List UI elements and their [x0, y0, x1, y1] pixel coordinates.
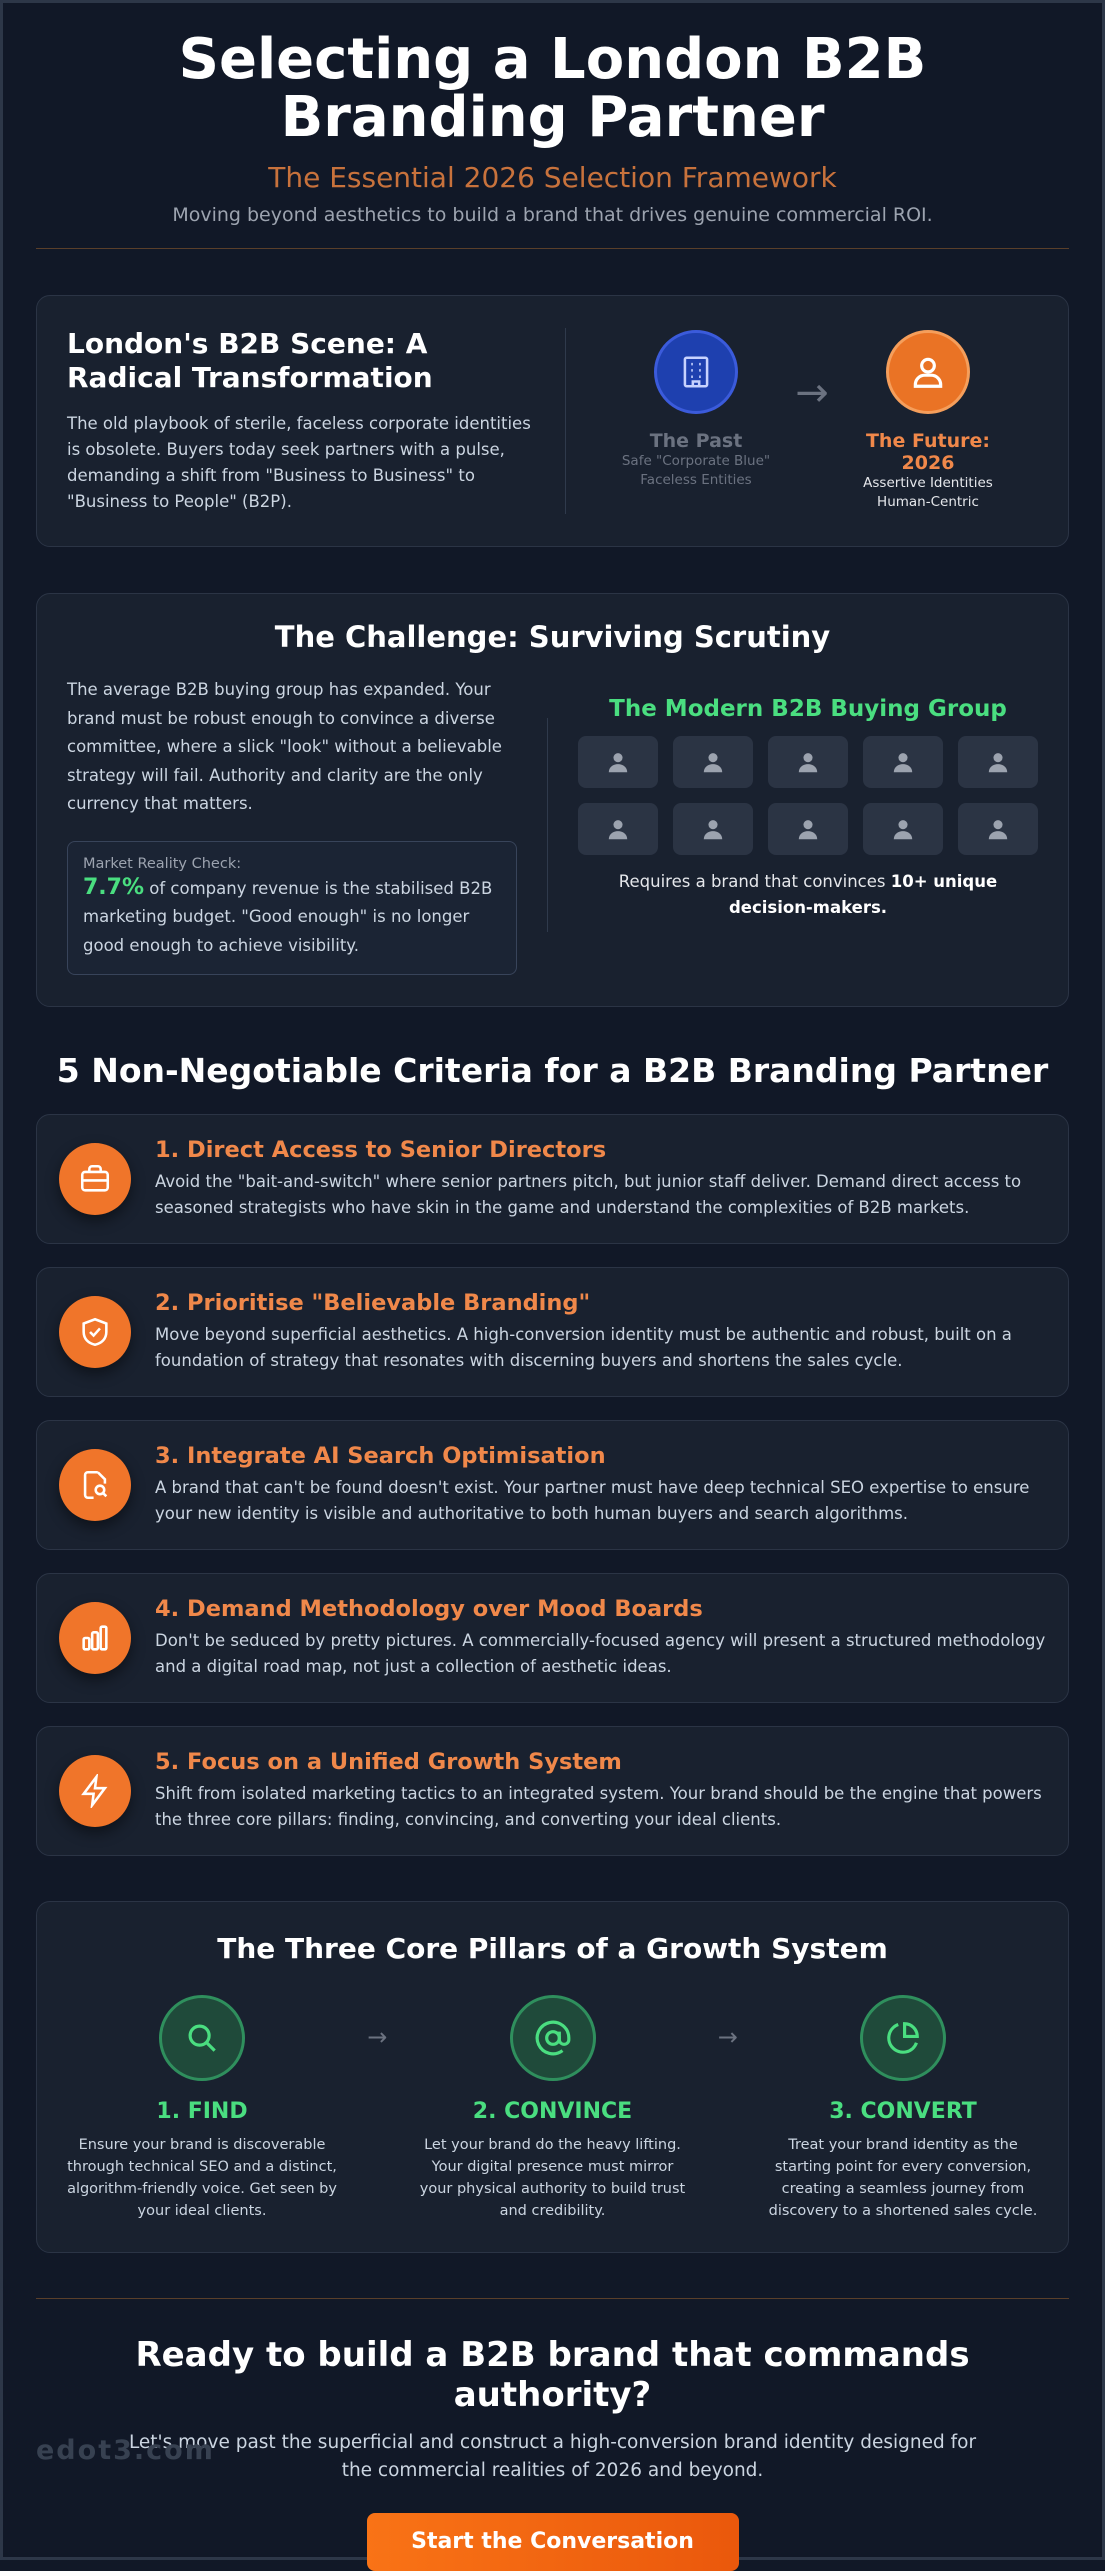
criterion-body: Shift from isolated marketing tactics to an integrated system. Your brand should be the engine that powers the three core pillars: finding, convincing, and converting your ideal clients.	[155, 1784, 1042, 1829]
shield-check-icon	[59, 1296, 131, 1368]
note-bold: 10+ unique decision-makers.	[728, 872, 998, 917]
watermark: edot3.com	[36, 2435, 215, 2466]
page-tagline: Moving beyond aesthetics to build a brand that drives genuine commercial ROI.	[172, 204, 933, 226]
lightning-icon	[59, 1755, 131, 1827]
future-line-1: Assertive Identities	[863, 475, 993, 491]
briefcase-icon	[59, 1143, 131, 1215]
person-icon	[795, 816, 821, 842]
pillar-body: Ensure your brand is discoverable through technical SEO and a distinct, algorithm-friendly voice. Get seen by your ideal clients.	[67, 2137, 337, 2219]
arrow-right-icon: →	[717, 2023, 738, 2051]
criterion-card	[36, 1573, 1069, 1703]
person-icon	[605, 749, 631, 775]
search-icon	[159, 1995, 245, 2081]
at-sign-icon	[510, 1995, 596, 2081]
challenge-body: The average B2B buying group has expanded. Your brand must be robust enough to convince a diverse committee, where a slick "look" without a believable strategy will fail. Authority and clarity are the only currency that matters.	[67, 680, 502, 813]
criterion-card	[36, 1420, 1069, 1550]
challenge-card	[36, 593, 1069, 1007]
note-text: Requires a brand that convinces	[618, 872, 891, 891]
buying-group-note	[578, 869, 1038, 921]
person-tile	[863, 803, 943, 855]
divider	[36, 2298, 1069, 2299]
criterion-card	[36, 1726, 1069, 1856]
person-icon	[700, 749, 726, 775]
vertical-divider	[565, 328, 566, 514]
cta-heading: Ready to build a B2B brand that commands authority?	[135, 2335, 970, 2415]
page-subtitle: The Essential 2026 Selection Framework	[268, 161, 837, 194]
hero	[36, 3, 1069, 226]
criterion-body: Move beyond superficial aesthetics. A high-conversion identity must be authentic and robust, built on a foundation of strategy that resonates with discerning buyers and shortens the sales cycle.	[155, 1325, 1012, 1370]
arrow-right-icon: →	[795, 370, 829, 416]
building-icon	[654, 330, 738, 414]
past-line-2: Faceless Entities	[640, 472, 752, 488]
criterion-title: 4. Demand Methodology over Mood Boards	[155, 1596, 703, 1622]
pillars-card	[36, 1901, 1069, 2253]
pillar-body: Let your brand do the heavy lifting. Your digital presence must mirror your physical authority to build trust and credibility.	[419, 2137, 686, 2219]
person-tile	[578, 736, 658, 788]
divider	[36, 248, 1069, 249]
criteria-heading: 5 Non-Negotiable Criteria for a B2B Branding Partner	[56, 1051, 1049, 1090]
person-tile	[673, 736, 753, 788]
person-tile	[768, 803, 848, 855]
market-reality-box	[67, 841, 517, 976]
transformation-heading: London's B2B Scene: A Radical Transformation	[67, 327, 433, 394]
person-tile	[768, 736, 848, 788]
pillar-convince	[418, 1995, 688, 2222]
person-icon	[700, 816, 726, 842]
person-icon	[605, 816, 631, 842]
pillar-title: 1. FIND	[156, 2099, 248, 2124]
person-icon	[795, 749, 821, 775]
person-icon	[985, 816, 1011, 842]
era-past	[606, 330, 786, 490]
reality-label: Market Reality Check:	[83, 855, 242, 872]
person-tile	[673, 803, 753, 855]
criterion-title: 5. Focus on a Unified Growth System	[155, 1749, 622, 1775]
pillar-title: 3. CONVERT	[829, 2099, 977, 2124]
pillar-body: Treat your brand identity as the starting point for every conversion, creating a seamless journey from discovery to a shortened sales cycle.	[768, 2137, 1038, 2219]
criterion-body: Avoid the "bait-and-switch" where senior partners pitch, but junior staff deliver. Demand direct access to seasoned strategists who have skin in the game and understand the complexities of B2B markets.	[155, 1172, 1022, 1217]
transformation-card	[36, 295, 1069, 547]
reality-text: of company revenue is the stabilised B2B marketing budget. "Good enough" is no longer good enough to achieve visibility.	[83, 878, 493, 955]
criterion-card	[36, 1114, 1069, 1244]
past-title: The Past	[649, 430, 743, 452]
pillar-title: 2. CONVINCE	[472, 2099, 633, 2124]
past-line-1: Safe "Corporate Blue"	[621, 453, 771, 469]
person-tile	[863, 736, 943, 788]
start-conversation-button[interactable]: Start the Conversation	[367, 2513, 739, 2571]
person-icon	[890, 816, 916, 842]
person-tile	[578, 803, 658, 855]
challenge-heading: The Challenge: Surviving Scrutiny	[274, 620, 831, 654]
person-icon	[890, 749, 916, 775]
file-search-icon	[59, 1449, 131, 1521]
person-tile	[958, 803, 1038, 855]
page-title: Selecting a London B2B Branding Partner	[178, 27, 927, 150]
future-title: The Future: 2026	[865, 430, 990, 474]
criterion-title: 2. Prioritise "Believable Branding"	[155, 1290, 591, 1316]
criterion-card	[36, 1267, 1069, 1397]
criterion-body: Don't be seduced by pretty pictures. A commercially-focused agency will present a structured methodology and a digital road map, not just a collection of aesthetic ideas.	[155, 1631, 1046, 1676]
person-tile	[958, 736, 1038, 788]
pillar-convert	[768, 1995, 1038, 2222]
criterion-title: 3. Integrate AI Search Optimisation	[155, 1443, 606, 1469]
person-icon	[886, 330, 970, 414]
cta-body: Let's move past the superficial and construct a high-conversion brand identity designed for the commercial realities of 2026 and beyond.	[128, 2432, 977, 2481]
transformation-body: The old playbook of sterile, faceless corporate identities is obsolete. Buyers today seek partners with a pulse, demanding a shift from "Business to Business" to "Business to People" (B2P).	[67, 414, 531, 511]
vertical-divider	[547, 718, 548, 932]
pillar-find	[67, 1995, 337, 2222]
criterion-body: A brand that can't be found doesn't exist. Your partner must have deep technical SEO expertise to ensure your new identity is visible and authoritative to both human buyers and search algorithms.	[155, 1478, 1030, 1523]
arrow-right-icon: →	[367, 2023, 388, 2051]
pillars-heading: The Three Core Pillars of a Growth System	[217, 1932, 888, 1965]
reality-value: 7.7%	[83, 874, 145, 900]
criterion-title: 1. Direct Access to Senior Directors	[155, 1137, 607, 1163]
buying-group-title: The Modern B2B Buying Group	[609, 696, 1007, 722]
person-icon	[985, 749, 1011, 775]
future-line-2: Human-Centric	[877, 494, 979, 510]
era-future	[838, 330, 1018, 512]
bar-chart-icon	[59, 1602, 131, 1674]
pie-chart-icon	[860, 1995, 946, 2081]
buying-group-grid	[578, 736, 1038, 855]
